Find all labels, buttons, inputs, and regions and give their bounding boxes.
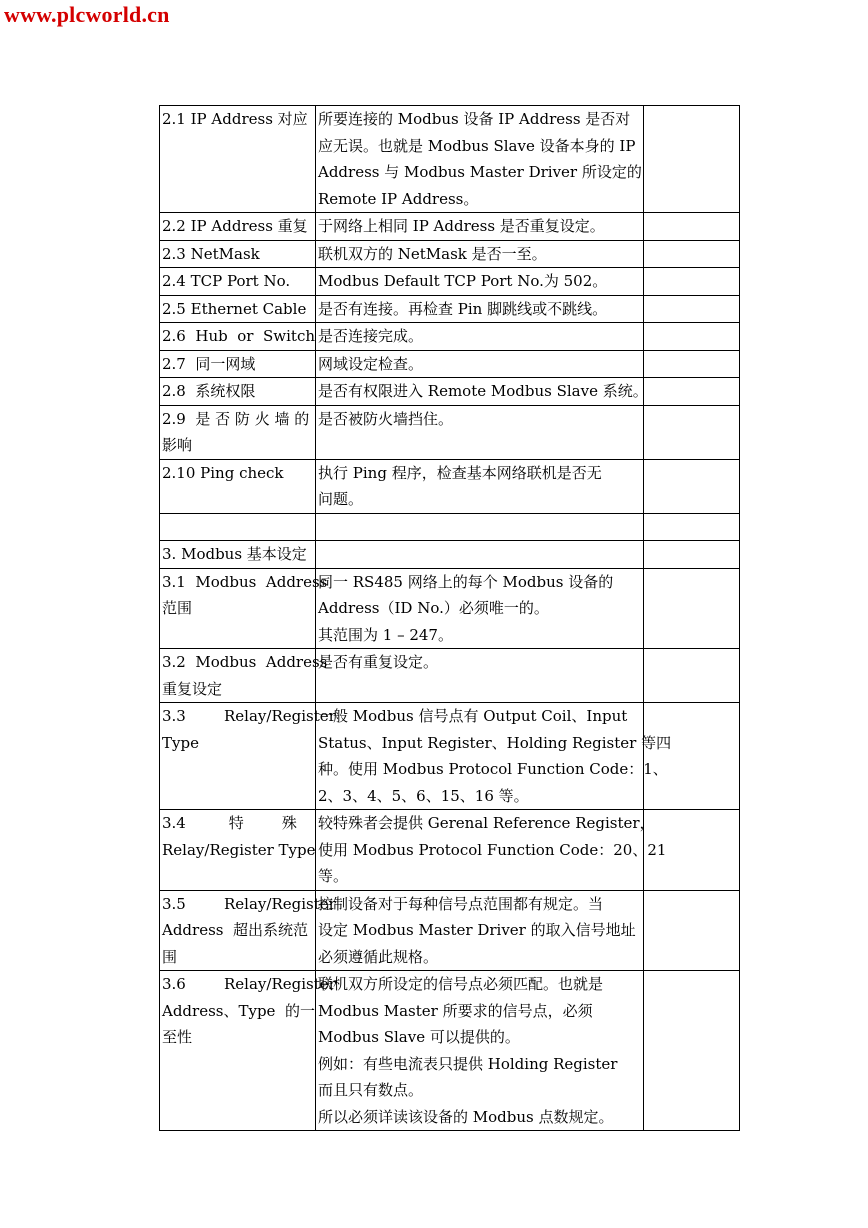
description-cell-line: 联机双方所设定的信号点必须匹配。也就是 [318,975,604,993]
description-cell-line: Modbus Master 所要求的信号点，必须 [318,1001,593,1020]
note-cell [644,971,740,1131]
item-cell-line: 2.1 IP Address 对应 [162,110,308,128]
item-cell-line: 2.8 系统权限 [162,382,256,400]
description-cell [316,890,644,971]
description-cell-line: 问题。 [318,490,364,508]
item-cell [160,268,316,296]
table-row [160,459,740,513]
table-row [160,971,740,1131]
description-cell [316,810,667,891]
item-cell-line: 至性 [162,1028,193,1046]
item-cell [160,323,316,351]
item-cell [160,350,316,378]
note-cell [644,106,740,213]
item-cell-line: Type [162,733,199,752]
note-cell [644,378,740,406]
description-cell-line: 控制设备对于每种信号点范围都有规定。当 [318,894,604,913]
table-row [160,541,740,569]
item-cell [160,541,316,569]
note-cell [644,350,740,378]
item-cell-line: 3. Modbus 基本设定 [162,545,307,563]
description-cell-line: 网域设定检查。 [318,354,424,373]
item-cell-line: 3.4 特 殊 [162,814,297,832]
item-cell-line: 3.1 Modbus Address [162,572,328,591]
table-row [160,295,740,323]
note-cell [644,649,740,703]
note-cell [644,268,740,296]
item-cell [160,295,316,323]
item-cell-line: 3.6 Relay/Register [162,975,336,993]
table-row [160,890,740,971]
note-cell [644,240,740,268]
description-cell [316,106,644,213]
item-cell [160,971,336,1131]
item-cell-line: 3.5 Relay/Register [162,894,336,913]
description-cell [316,268,644,296]
item-cell [160,405,316,459]
table-row [160,378,740,406]
item-cell-line: Address 超出系统范 [162,921,309,939]
description-cell-line: 种。使用 Modbus Protocol Function Code：1、 [318,760,668,778]
item-cell [160,890,336,971]
table-row [160,649,740,703]
table-row [160,106,740,213]
description-cell-line: 是否连接完成。 [318,327,424,345]
description-cell-line: 于网络上相同 IP Address 是否重复设定。 [318,217,605,235]
site-watermark[interactable]: www.plcworld.cn [4,2,170,27]
note-cell [644,459,740,513]
description-cell-line: 是否有重复设定。 [318,653,439,671]
item-cell [160,513,316,541]
description-cell [316,568,644,649]
item-cell-line: 影响 [162,436,193,454]
description-cell [316,295,644,323]
description-cell-line: Address（ID No.）必须唯一的。 [318,599,549,617]
description-cell-line: 使用 Modbus Protocol Function Code：20、21 [318,840,667,859]
description-cell-line: Status、Input Register、Holding Register 等四 [318,733,672,752]
item-cell-line: 3.2 Modbus Address [162,653,328,671]
description-cell [316,703,672,810]
description-cell-line: 执行 Ping 程序，检查基本网络联机是否无 [318,463,602,482]
note-cell [644,568,740,649]
item-cell [160,106,316,213]
description-cell [316,323,644,351]
item-cell [160,459,316,513]
description-cell [316,971,644,1131]
description-cell-line: 同一 RS485 网络上的每个 Modbus 设备的 [318,572,614,591]
item-cell-line: 2.9 是 否 防 火 墙 的 [162,409,310,428]
note-cell [644,541,740,569]
description-cell-line: 联机双方的 NetMask 是否一至。 [318,244,547,263]
note-cell [644,703,740,810]
table-row [160,810,740,891]
table-row [160,240,740,268]
description-cell [316,513,644,541]
item-cell-line: Address、Type 的一 [162,1001,315,1020]
description-cell [316,350,644,378]
item-cell [160,649,328,703]
item-cell-line: Relay/Register Type [162,840,316,859]
note-cell [644,323,740,351]
item-cell-line: 2.5 Ethernet Cable [162,299,307,318]
note-cell [644,405,740,459]
item-cell-line: 2.7 同一网域 [162,354,256,373]
troubleshooting-table [159,105,740,1131]
description-cell-line: 是否被防火墙挡住。 [318,409,454,428]
description-cell-line: 一般 Modbus 信号点有 Output Coil、Input [318,707,628,725]
item-cell [160,568,328,649]
description-cell-line: 而且只有数点。 [318,1081,424,1099]
table-row [160,703,740,810]
description-cell [316,541,644,569]
item-cell [160,240,316,268]
item-cell-line: 范围 [162,599,193,617]
description-cell [316,240,644,268]
description-cell [316,405,644,459]
description-cell-line: 应无误。也就是 Modbus Slave 设备本身的 IP [318,136,636,155]
description-cell-line: 设定 Modbus Master Driver 的取入信号地址 [318,921,636,939]
table-row [160,513,740,541]
description-cell-line: 较特殊者会提供 Gerenal Reference Register， [318,814,655,832]
description-cell [316,459,644,513]
item-cell-line: 2.2 IP Address 重复 [162,217,308,235]
item-cell [160,810,316,891]
description-cell-line: 所要连接的 Modbus 设备 IP Address 是否对 [318,110,631,128]
description-cell-line: 是否有权限进入 Remote Modbus Slave 系统。 [318,382,648,400]
item-cell-line: 围 [162,947,178,966]
description-cell-line: Address 与 Modbus Master Driver 所设定的 [318,163,642,181]
note-cell [644,513,740,541]
table-row [160,268,740,296]
description-cell-line: Modbus Default TCP Port No.为 502。 [318,272,608,290]
description-cell [316,213,644,241]
table-row [160,213,740,241]
item-cell [160,378,316,406]
description-cell-line: 所以必须详读该设备的 Modbus 点数规定。 [318,1107,614,1126]
description-cell-line: 等。 [318,867,349,885]
item-cell [160,703,336,810]
item-cell [160,213,316,241]
description-cell-line: 其范围为 1 – 247。 [318,625,453,644]
item-cell-line: 2.3 NetMask [162,244,260,263]
description-cell-line: 是否有连接。再检查 Pin 脚跳线或不跳线。 [318,299,608,318]
description-cell-line: 例如：有些电流表只提供 Holding Register [318,1054,618,1073]
table-row [160,350,740,378]
description-cell [316,649,644,703]
item-cell-line: 2.6 Hub or Switch [162,327,316,345]
note-cell [644,213,740,241]
description-cell-line: Remote IP Address。 [318,189,479,208]
description-cell-line: 2、3、4、5、6、15、16 等。 [318,786,529,805]
note-cell [644,295,740,323]
item-cell-line: 重复设定 [162,679,223,698]
item-cell-line: 2.10 Ping check [162,463,284,482]
table-row [160,568,740,649]
table-body [160,106,740,1131]
note-cell [644,890,740,971]
table-row [160,405,740,459]
item-cell-line: 2.4 TCP Port No. [162,272,291,290]
table-row [160,323,740,351]
description-cell [316,378,648,406]
description-cell-line: Modbus Slave 可以提供的。 [318,1028,520,1046]
description-cell-line: 必须遵循此规格。 [318,947,439,966]
item-cell-line: 3.3 Relay/Register [162,707,336,725]
